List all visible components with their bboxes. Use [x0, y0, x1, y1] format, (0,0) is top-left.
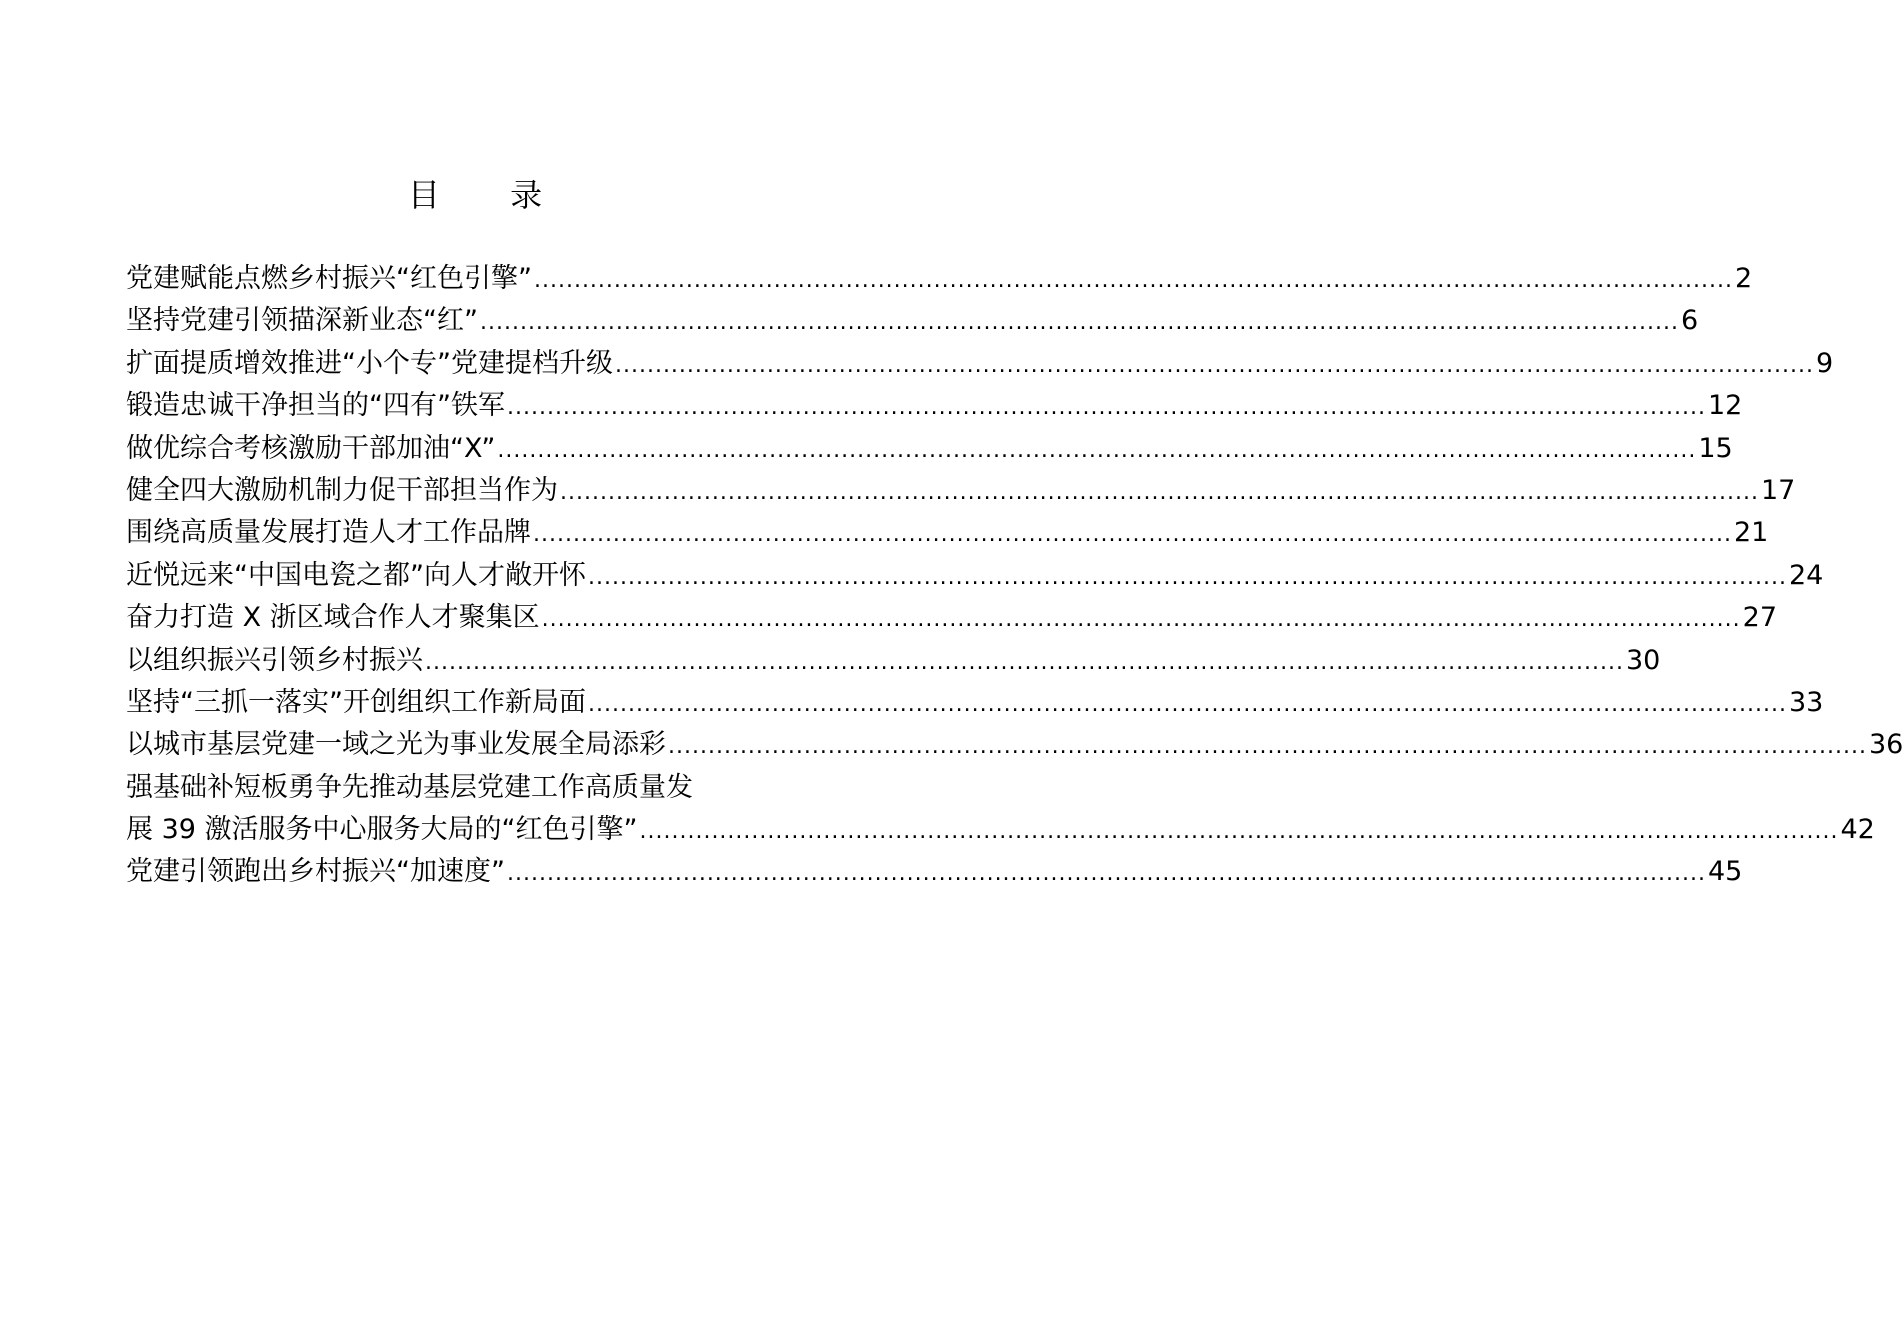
- toc-entry[interactable]: [126, 555, 1824, 597]
- toc-entry[interactable]: [126, 512, 1769, 554]
- toc-page-number: 9: [1815, 347, 1834, 379]
- toc-entry[interactable]: [126, 428, 1733, 470]
- toc-page-number: 17: [1760, 474, 1796, 506]
- dot-leader: [640, 811, 1839, 853]
- toc-entry[interactable]: [126, 851, 1743, 893]
- dot-leader: [588, 557, 1787, 599]
- toc-entry-title: 以城市基层党建一域之光为事业发展全局添彩: [126, 729, 666, 761]
- toc-entry[interactable]: [126, 300, 1699, 342]
- toc-page-number: 24: [1788, 559, 1824, 591]
- toc-entry[interactable]: [126, 597, 1778, 639]
- dot-leader: [615, 345, 1814, 387]
- toc-entry-title: 奋力打造 X 浙区域合作人才聚集区: [126, 602, 540, 634]
- dot-leader: [560, 472, 1759, 514]
- toc-page-number: 36: [1868, 729, 1903, 761]
- dot-leader: [588, 684, 1787, 726]
- toc-entry-title: 党建引领跑出乡村振兴“加速度”: [126, 856, 505, 888]
- toc-entry[interactable]: [126, 640, 1661, 682]
- toc-entry[interactable]: [126, 385, 1743, 427]
- toc-entry[interactable]: [126, 343, 1834, 385]
- toc-page-number: 27: [1742, 602, 1778, 634]
- toc-entry-title: 展 39 激活服务中心服务大局的“红色引擎”: [126, 814, 638, 846]
- toc-entry-title: 围绕高质量发展打造人才工作品牌: [126, 517, 531, 549]
- dot-leader: [497, 430, 1696, 472]
- toc-entry-title: 锻造忠诚干净担当的“四有”铁军: [126, 390, 505, 422]
- toc-title: 目 录: [407, 176, 573, 214]
- toc-entry-title: 做优综合考核激励干部加油“X”: [126, 432, 496, 464]
- toc-entry-title: 坚持党建引领描深新业态“红”: [126, 305, 478, 337]
- toc-page-number: 15: [1698, 432, 1733, 464]
- toc-entry-title: 扩面提质增效推进“小个专”党建提档升级: [126, 347, 613, 379]
- toc-entry[interactable]: [126, 724, 1903, 766]
- toc-page-number: 30: [1625, 644, 1661, 676]
- toc-entry[interactable]: [126, 470, 1796, 512]
- dot-leader: [542, 599, 1741, 641]
- toc-entry-wrapped-line[interactable]: 强基础补短板勇争先推动基层党建工作高质量发: [126, 771, 693, 803]
- toc-entry-title: 健全四大激励机制力促干部担当作为: [126, 474, 558, 506]
- dot-leader: [668, 726, 1867, 768]
- dot-leader: [480, 302, 1679, 344]
- toc-entry[interactable]: [126, 258, 1753, 300]
- toc-page-number: 33: [1788, 686, 1824, 718]
- dot-leader: [425, 642, 1624, 684]
- toc-page-number: 2: [1734, 263, 1753, 294]
- dot-leader: [507, 387, 1706, 429]
- toc-entry-title: 以组织振兴引领乡村振兴: [126, 644, 423, 676]
- toc-page-number: 45: [1707, 856, 1743, 888]
- dot-leader: [534, 260, 1733, 302]
- toc-page-number: 12: [1707, 390, 1743, 422]
- toc-list: [126, 258, 1903, 894]
- toc-page-number: 6: [1680, 305, 1699, 337]
- toc-entry[interactable]: [126, 682, 1824, 724]
- toc-page-number: 42: [1840, 814, 1875, 846]
- dot-leader: [533, 514, 1732, 556]
- toc-page-number: 21: [1733, 517, 1769, 549]
- toc-entry[interactable]: [126, 809, 1875, 851]
- dot-leader: [507, 853, 1706, 895]
- toc-entry-title: 近悦远来“中国电瓷之都”向人才敞开怀: [126, 559, 586, 591]
- toc-entry-title: 坚持“三抓一落实”开创组织工作新局面: [126, 686, 586, 718]
- toc-entry-title: 党建赋能点燃乡村振兴“红色引擎”: [126, 263, 532, 294]
